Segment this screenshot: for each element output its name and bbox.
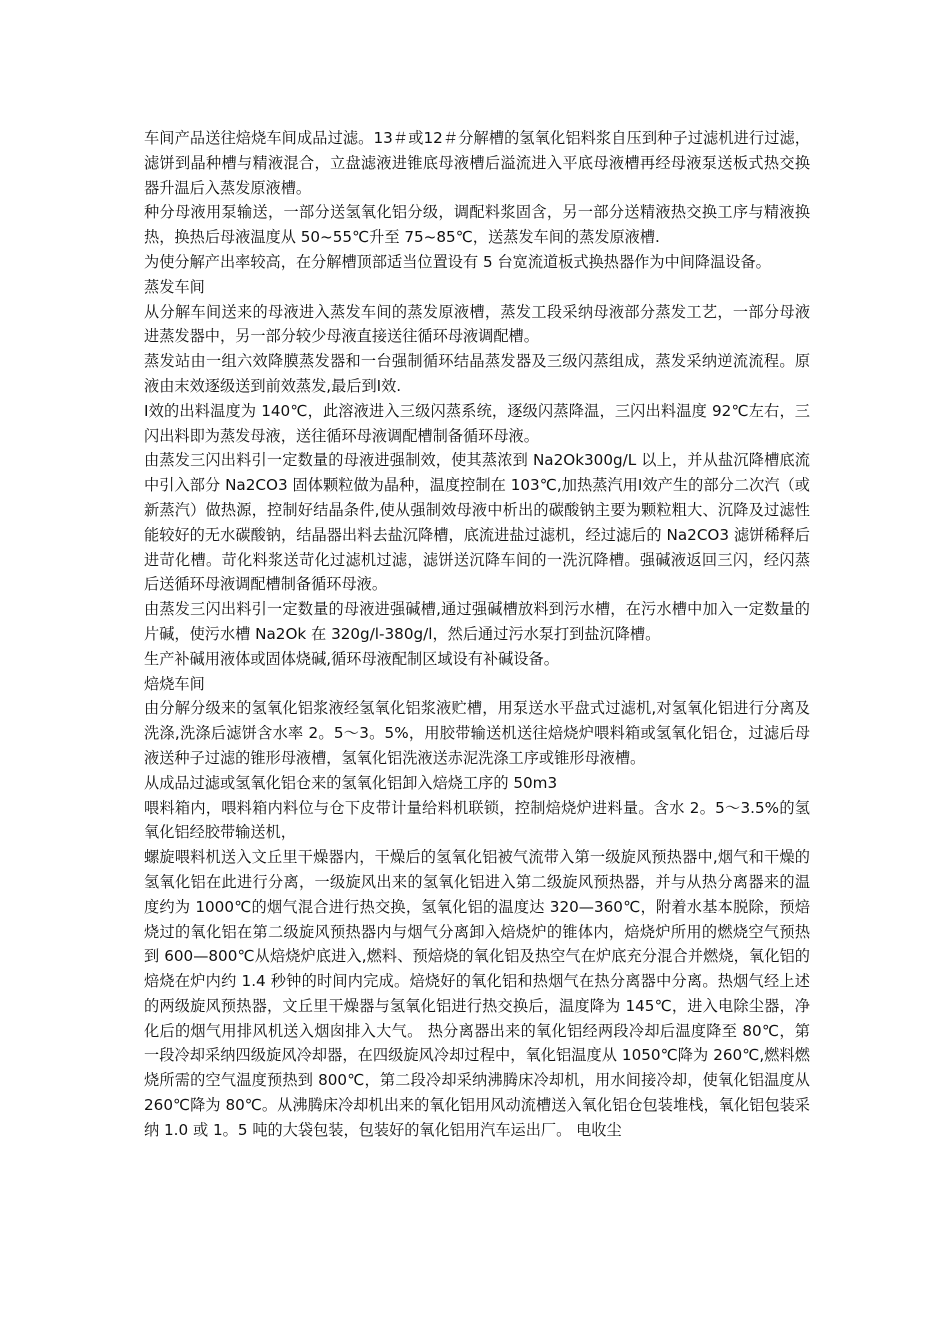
paragraph-feed-box: 喂料箱内，喂料箱内料位与仓下皮带计量给料机联锁，控制焙烧炉进料量。含水 2。5～3.5%的氢氧化铝经胶带输送机，: [144, 798, 810, 842]
paragraph-filtration-intro: 车间产品送往焙烧车间成品过滤。13＃或12＃分解槽的氢氧化铝料浆自压到种子过滤机进行过滤，滤饼到晶种槽与精液混合，立盘滤液进锥底母液槽后溢流进入平底母液槽再经母液泵送板式热交换器升温后入蒸发原液槽。: [144, 129, 810, 197]
paragraph-evaporation-station: 蒸发站由一组六效降膜蒸发器和一台强制循环结晶蒸发器及三级闪蒸组成，蒸发采纳逆流流程。原液由末效逐级送到前效蒸发,最后到Ⅰ效.: [144, 352, 810, 395]
paragraph-heat-exchanger: 为使分解产出率较高，在分解槽顶部适当位置设有 5 台宽流道板式换热器作为中间降温设备。: [144, 252, 771, 271]
paragraph-alkali-supplement: 生产补碱用液体或固体烧碱,循环母液配制区域设有补碱设备。: [144, 649, 559, 668]
section-heading-calcination: 焙烧车间: [144, 674, 205, 693]
paragraph-calcination-process: 螺旋喂料机送入文丘里干燥器内，干燥后的氢氧化铝被气流带入第一级旋风预热器中,烟气和干燥的氢氧化铝在此进行分离，一级旋风出来的氢氧化铝进入第二级旋风预热器，并与从热分离器来的温度约为 1000℃的烟气混合进行热交换，氢氧化铝的温度达 320—360℃，附着水基本脱除，预焙烧过的氧化铝在第二级旋风预热器内与烟气分离卸入焙烧炉的锥体内，焙烧炉所用的燃烧空气预热到 600—800℃从焙烧炉底进入,燃料、预焙烧的氧化铝及热空气在炉底充分混合并燃烧，氧化铝的焙烧在炉内约 1.4 秒钟的时间内完成。焙烧好的氧化铝和热烟气在热分离器中分离。热烟气经上述的两级旋风预热器，文丘里干燥器与氢氧化铝进行热交换后，温度降为 145℃，进入电除尘器，净化后的烟气用排风机送入烟囱排入大气。 热分离器出来的氧化铝经两段冷却后温度降至 80℃，第一段冷却采纳四级旋风冷却器，在四级旋风冷却过程中，氧化铝温度从 1050℃降为 260℃,燃料燃烧所需的空气温度预热到 800℃，第二段冷却采纳沸腾床冷却机，用水间接冷却，使氧化铝温度从 260℃降为 80℃。从沸腾床冷却机出来的氧化铝用风动流槽送入氧化铝仓包装堆栈，氧化铝包装采纳 1.0 或 1。5 吨的大袋包装，包装好的氧化铝用汽车运出厂。 电收尘: [144, 848, 810, 1139]
document-body: [144, 126, 810, 1143]
paragraph-evaporation-intro: 从分解车间送来的母液进入蒸发车间的蒸发原液槽，蒸发工段采纳母液部分蒸发工艺，一部分母液进蒸发器中，另一部分较少母液直接送往循环母液调配槽。: [144, 302, 810, 346]
paragraph-feed-bin: 从成品过滤或氢氧化铝仓来的氢氧化铝卸入焙烧工序的 50m3: [144, 773, 558, 792]
paragraph-seed-mother-liquor: 种分母液用泵输送，一部分送氢氧化铝分级，调配料浆固含，另一部分送精液热交换工序与精液换热，换热后母液温度从 50~55℃升至 75~85℃，送蒸发车间的蒸发原液槽.: [144, 203, 810, 247]
paragraph-strong-alkali: 由蒸发三闪出料引一定数量的母液进强碱槽,通过强碱槽放料到污水槽，在污水槽中加入一定数量的片碱，使污水槽 Na2Ok 在 320g/l-380g/l，然后通过污水泵打到盐沉降槽。: [144, 600, 810, 643]
paragraph-hydroxide-filtration: 由分解分级来的氢氧化铝浆液经氢氧化铝浆液贮槽，用泵送水平盘式过滤机,对氢氧化铝进行分离及洗涤,洗涤后滤饼含水率 2。5～3。5%，用胶带输送机送往焙烧炉喂料箱或氢氧化铝仓，过滤后母液送种子过滤的锥形母液槽，氢氧化铝洗液送赤泥洗涤工序或锥形母液槽。: [144, 699, 810, 767]
paragraph-forced-circulation: 由蒸发三闪出料引一定数量的母液进强制效，使其蒸浓到 Na2Ok300g/L 以上，并从盐沉降槽底流中引入部分 Na2CO3 固体颗粒做为晶种，温度控制在 103℃,加热蒸汽用Ⅰ效产生的部分二次汽（或新蒸汽）做热源，控制好结晶条件,使从强制效母液中析出的碳酸钠主要为颗粒粗大、沉降及过滤性能较好的无水碳酸钠，结晶器出料去盐沉降槽，底流进盐过滤机，经过滤后的 Na2CO3 滤饼稀释后进苛化槽。苛化料浆送苛化过滤机过滤，滤饼送沉降车间的一洗沉降槽。强碱液返回三闪，经闪蒸后送循环母液调配槽制备循环母液。: [144, 451, 810, 594]
section-heading-evaporation: 蒸发车间: [144, 277, 205, 296]
paragraph-first-effect: Ⅰ效的出料温度为 140℃，此溶液进入三级闪蒸系统，逐级闪蒸降温，三闪出料温度 92℃左右，三闪出料即为蒸发母液，送往循环母液调配槽制备循环母液。: [144, 401, 810, 445]
